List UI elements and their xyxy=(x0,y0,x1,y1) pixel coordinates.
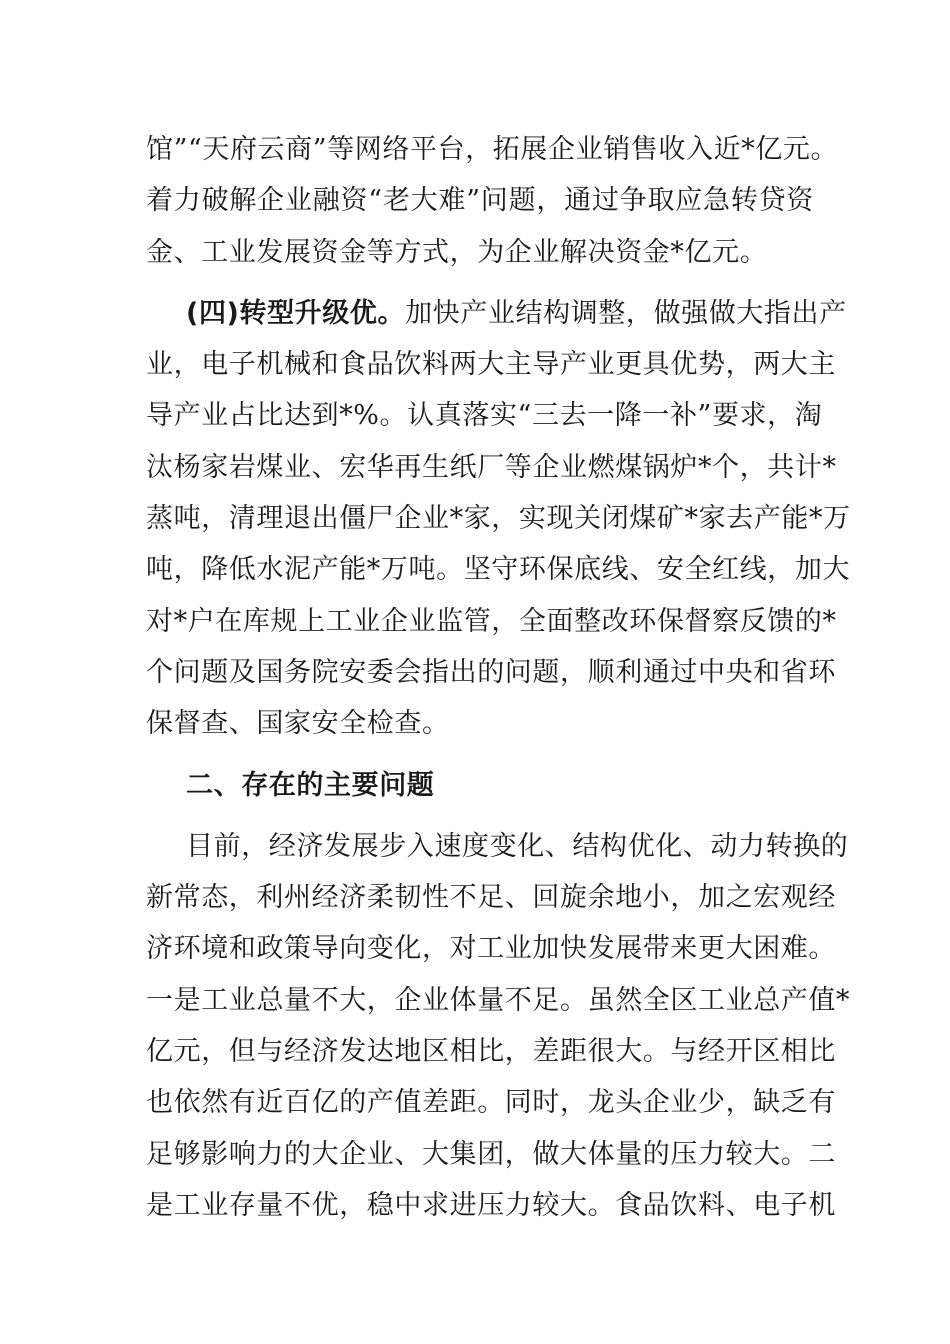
text-run: 加快产业结构调整，做强做大指出产 xyxy=(405,297,847,329)
text-line: 导产业占比达到*%。认真落实“三去一降一补”要求，淘 xyxy=(146,400,823,432)
text-line: 蒸吨，清理退出僵尸企业*家，实现关闭煤矿*家去产能*万 xyxy=(146,503,851,535)
text-line: 新常态，利州经济柔韧性不足、回旋余地小，加之宏观经 xyxy=(146,882,836,914)
section-heading: 二、存在的主要问题 xyxy=(186,769,435,801)
paragraph-transformation xyxy=(146,288,851,750)
paragraph-spacer xyxy=(146,811,814,821)
text-line: 也依然有近百亿的产值差距。同时，龙头企业少，缺乏有 xyxy=(146,1087,836,1119)
document-body xyxy=(146,124,851,1231)
text-line: 汰杨家岩煤业、宏华再生纸厂等企业燃煤锅炉*个，共计* xyxy=(146,451,837,483)
text-line: 目前，经济发展步入速度变化、结构优化、动力转换的 xyxy=(186,830,849,862)
text-line xyxy=(146,288,847,339)
paragraph-spacer xyxy=(146,278,814,288)
text-line: 个问题及国务院安委会指出的问题，顺利通过中央和省环 xyxy=(146,656,836,688)
text-line: 金、工业发展资金等方式，为企业解决资金*亿元。 xyxy=(146,236,768,268)
paragraph-spacer xyxy=(146,750,814,760)
text-line: 吨，降低水泥产能*万吨。坚守环保底线、安全红线，加大 xyxy=(146,554,851,586)
paragraph-sales-financing xyxy=(146,124,839,278)
text-line: 足够影响力的大企业、大集团，做大体量的压力较大。二 xyxy=(146,1138,836,1170)
text-line: 济环境和政策导向变化，对工业加快发展带来更大困难。 xyxy=(146,933,836,965)
text-line: 是工业存量不优，稳中求进压力较大。食品饮料、电子机 xyxy=(146,1189,836,1221)
text-line: 馆”“天府云商”等网络平台，拓展企业销售收入近*亿元。 xyxy=(146,134,839,165)
subsection-heading: (四)转型升级优。 xyxy=(186,297,406,329)
text-line: 亿元，但与经济发达地区相比，差距很大。与经开区相比 xyxy=(146,1036,836,1068)
text-line: 一是工业总量不大，企业体量不足。虽然全区工业总产值* xyxy=(146,984,851,1016)
text-line: 业，电子机械和食品饮料两大主导产业更具优势，两大主 xyxy=(146,349,836,381)
text-line: 着力破解企业融资“老大难”问题，通过争取应急转贷资 xyxy=(146,185,814,217)
paragraph-main-problems xyxy=(146,821,851,1231)
text-line: 对*户在库规上工业企业监管，全面整改环保督察反馈的* xyxy=(146,605,837,637)
text-line: 保督查、国家安全检查。 xyxy=(146,708,450,740)
